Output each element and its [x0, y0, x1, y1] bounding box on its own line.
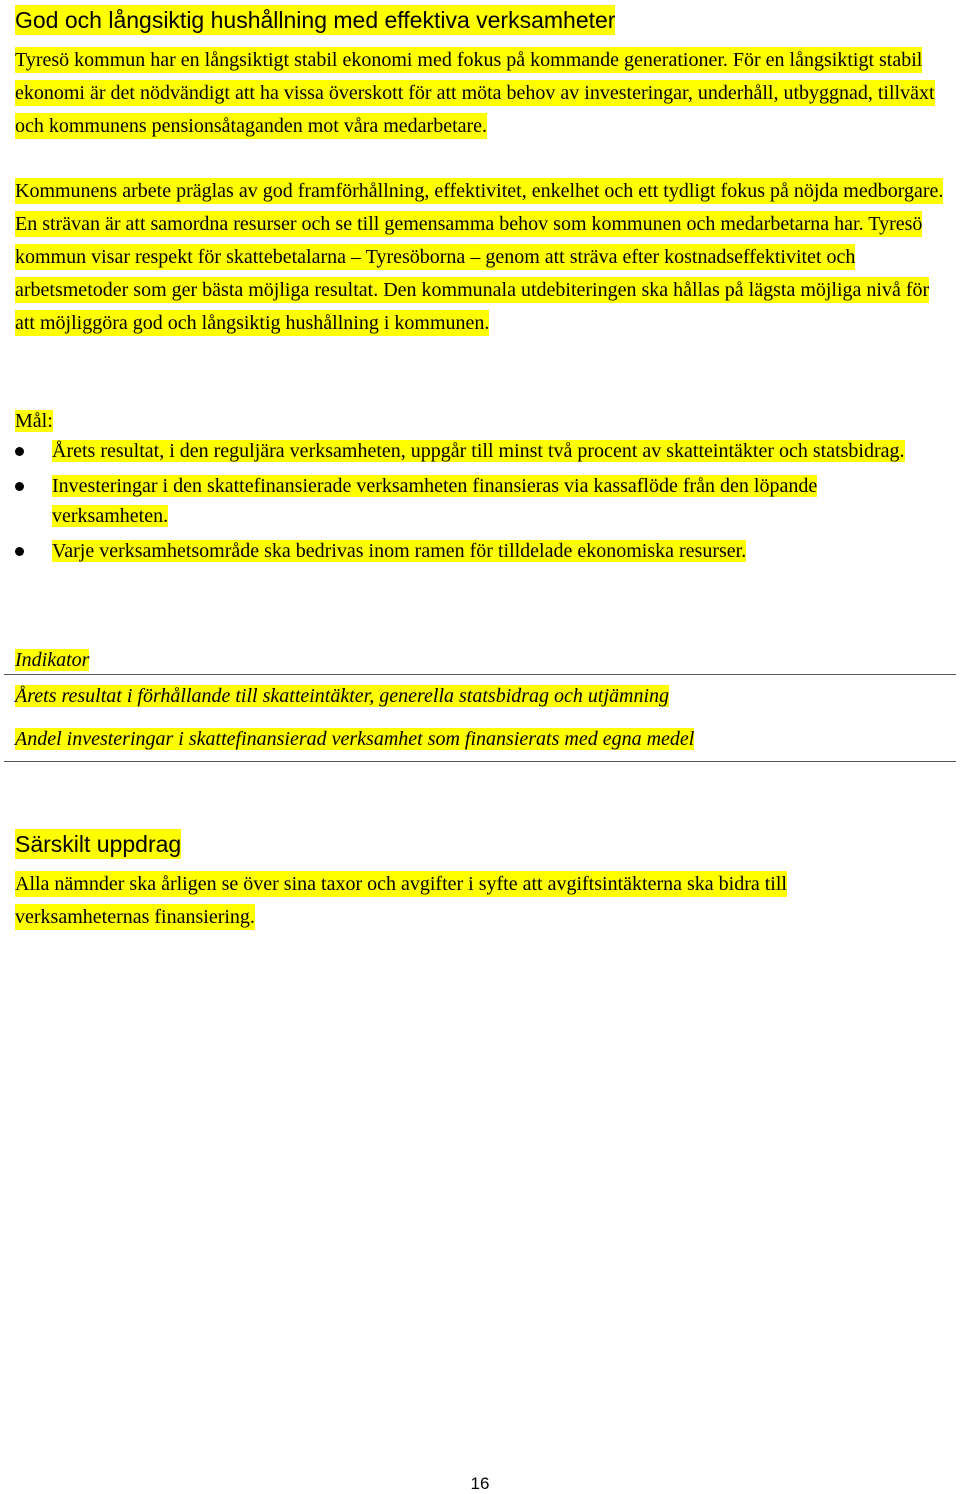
indicator-row: Andel investeringar i skattefinansierad verksamhet som finansierats med egna medel: [4, 717, 956, 762]
intro-paragraph: Tyresö kommun har en långsiktigt stabil ekonomi med fokus på kommande generationer. För en långsiktigt stabil ekonomi är det nödvändigt att ha vissa överskott för att möta behov av investeringar, underhåll, utbyggnad, tillväxt och kommunens pensionsåtaganden mot våra medarbetare.: [15, 49, 935, 137]
indicator-table: [4, 640, 956, 762]
indicator-table-header: Indikator: [4, 640, 956, 675]
bullet-icon: [15, 447, 24, 456]
goal-item: Varje verksamhetsområde ska bedrivas inom ramen för tilldelade ekonomiska resurser.: [15, 536, 935, 566]
section-heading-hushallning: God och långsiktig hushållning med effektiva verksamheter: [15, 7, 616, 33]
bullet-icon: [15, 547, 24, 556]
goals-label: Mål:: [15, 410, 53, 432]
goal-item: Årets resultat, i den reguljära verksamheten, uppgår till minst två procent av skatteintäkter och statsbidrag.: [15, 436, 935, 466]
section-heading-sarskilt-uppdrag: Särskilt uppdrag: [15, 831, 182, 857]
assignment-paragraph: Alla nämnder ska årligen se över sina taxor och avgifter i syfte att avgiftsintäkterna ska bidra till verksamheternas finansiering.: [15, 873, 787, 928]
goal-item: Investeringar i den skattefinansierade verksamheten finansieras via kassaflöde från den löpande verksamheten.: [15, 471, 935, 531]
bullet-icon: [15, 482, 24, 491]
work-paragraph: Kommunens arbete präglas av god framförhållning, effektivitet, enkelhet och ett tydligt fokus på nöjda medborgare. En strävan är att samordna resurser och se till gemensamma behov som kommunen och medarbetarna har. Tyresö kommun visar respekt för skattebetalarna – Tyresöborna – genom att sträva efter kostnadseffektivitet och arbetsmetoder som ger bästa möjliga resultat. Den kommunala utdebiteringen ska hållas på lägsta möjliga nivå för att möjliggöra god och långsiktig hushållning i kommunen.: [15, 180, 944, 334]
page-number: 16: [470, 1474, 490, 1493]
goals-list: [15, 436, 935, 571]
indicator-row: Årets resultat i förhållande till skatteintäkter, generella statsbidrag och utjämning: [15, 685, 670, 707]
